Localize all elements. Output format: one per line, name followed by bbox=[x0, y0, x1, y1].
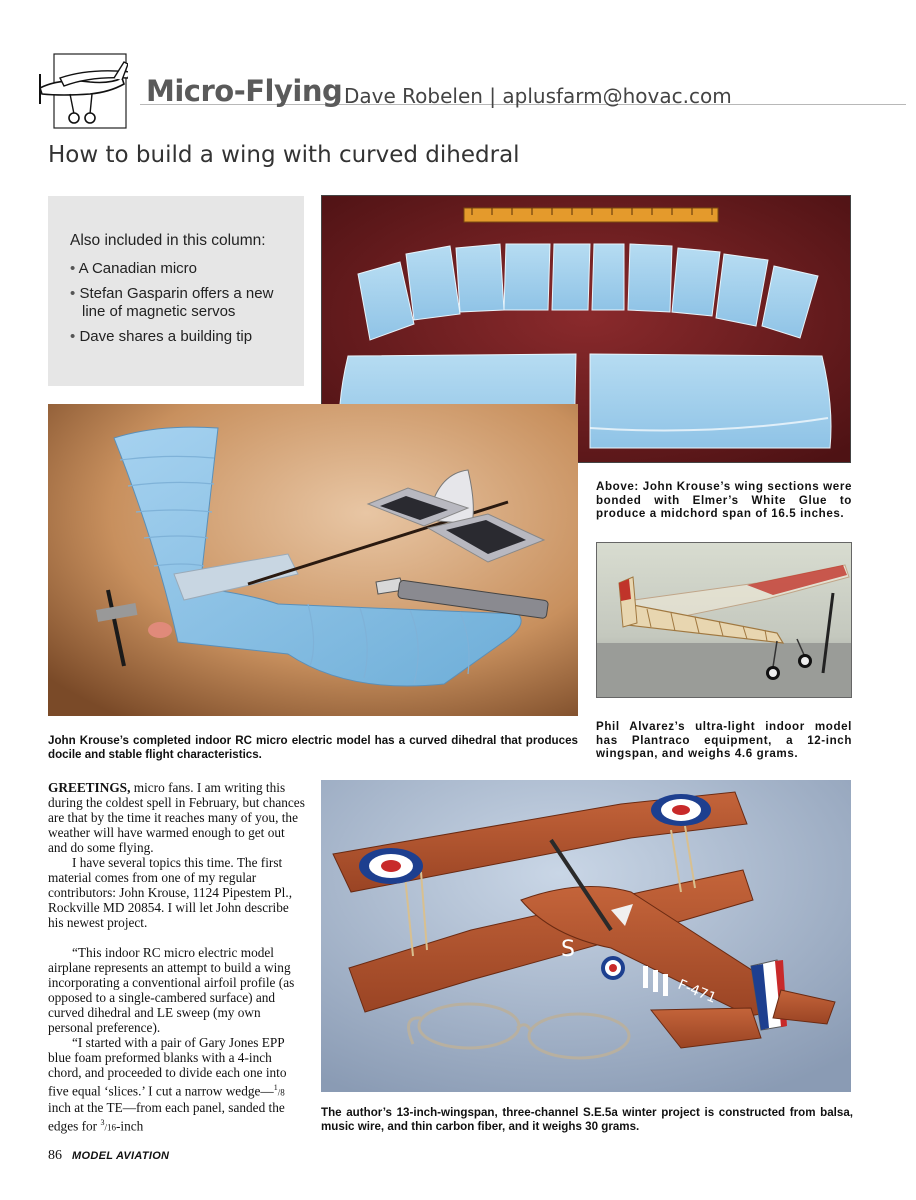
list-item-text: Dave shares a building tip bbox=[79, 328, 253, 345]
airplane-sketch-icon bbox=[30, 48, 128, 134]
wing-sections-caption: Above: John Krouse’s wing sections were bonded with Elmer’s White Glue to produce a midchord span of 16.5 inches. bbox=[596, 480, 852, 520]
column-title: Micro-Flying bbox=[146, 74, 343, 108]
author-byline: Dave Robelen | aplusfarm@hovac.com bbox=[344, 84, 732, 108]
paragraph bbox=[48, 1035, 306, 1136]
biplane-photo bbox=[321, 780, 851, 1092]
article-headline: How to build a wing with curved dihedral bbox=[48, 142, 520, 168]
fuselage-letter: S bbox=[561, 937, 575, 962]
list-item bbox=[70, 328, 298, 346]
paragraph-text: “I started with a pair of Gary Jones EPP blue foam preformed blanks with a 4-inch chord, and proceeded to divide each one into five equal ‘slices.’ I cut a narrow wedge— bbox=[48, 1035, 287, 1099]
lead-word: GREETINGS, bbox=[48, 780, 131, 795]
list-item-text: Stefan Gasparin offers a new line of magnetic servos bbox=[79, 285, 274, 320]
bullet-icon: • bbox=[70, 328, 76, 345]
bullet-icon: • bbox=[70, 260, 76, 277]
paragraph-text: inch at the TE—from each panel, sanded the edges for bbox=[48, 1100, 285, 1134]
paragraph-text: -inch bbox=[115, 1118, 144, 1134]
paragraph-text: micro fans. I am writing this during the coldest spell in February, but chances are that by the time it reaches many of you, the weather will have warmed enough to get out and do some flying. bbox=[48, 780, 305, 855]
ultra-light-model-photo bbox=[596, 542, 852, 698]
also-included-box bbox=[48, 196, 304, 386]
roundel-icon bbox=[359, 848, 423, 884]
ultra-light-model-caption: Phil Alvarez’s ultra-light indoor model has Plantraco equipment, a 12-inch wingspan, and weighs 4.6 grams. bbox=[596, 720, 852, 760]
completed-glider-caption: John Krouse’s completed indoor RC micro electric model has a curved dihedral that produces docile and stable flight characteristics. bbox=[48, 734, 578, 761]
list-item bbox=[70, 285, 298, 321]
fraction-numerator: 1 bbox=[273, 1083, 278, 1092]
paragraph bbox=[48, 780, 306, 855]
article-body bbox=[48, 780, 306, 1136]
list-item-text: A Canadian micro bbox=[78, 260, 198, 277]
column-logo bbox=[30, 48, 128, 134]
biplane-caption: The author’s 13-inch-wingspan, three-channel S.E.5a winter project is constructed from balsa, music wire, and thin carbon fiber, and it weighs 30 grams. bbox=[321, 1106, 853, 1133]
fraction-denominator: /8 bbox=[277, 1087, 285, 1098]
also-included-list bbox=[70, 260, 298, 353]
page-number: 86 bbox=[48, 1148, 62, 1163]
bullet-icon: • bbox=[70, 285, 76, 302]
magazine-name: MODEL AVIATION bbox=[72, 1150, 170, 1162]
fuselage-serial: F-471 bbox=[675, 976, 719, 1007]
also-included-heading: Also included in this column: bbox=[70, 232, 266, 249]
fraction-denominator: /16 bbox=[104, 1122, 116, 1133]
fraction-numerator: 3 bbox=[100, 1118, 105, 1128]
paragraph: I have several topics this time. The first material comes from one of my regular contributors: John Krouse, 1124 Pipestem Pl., Rockville MD 20854. I will let John describe his newest project. bbox=[48, 855, 293, 930]
completed-glider-photo bbox=[48, 404, 578, 716]
paragraph: “This indoor RC micro electric model airplane represents an attempt to build a wing incorporating a conventional airfoil profile (as opposed to a single-cambered surface) and curved dihedral and LE sweep (my own personal preference). bbox=[48, 945, 295, 1035]
list-item bbox=[70, 260, 298, 278]
